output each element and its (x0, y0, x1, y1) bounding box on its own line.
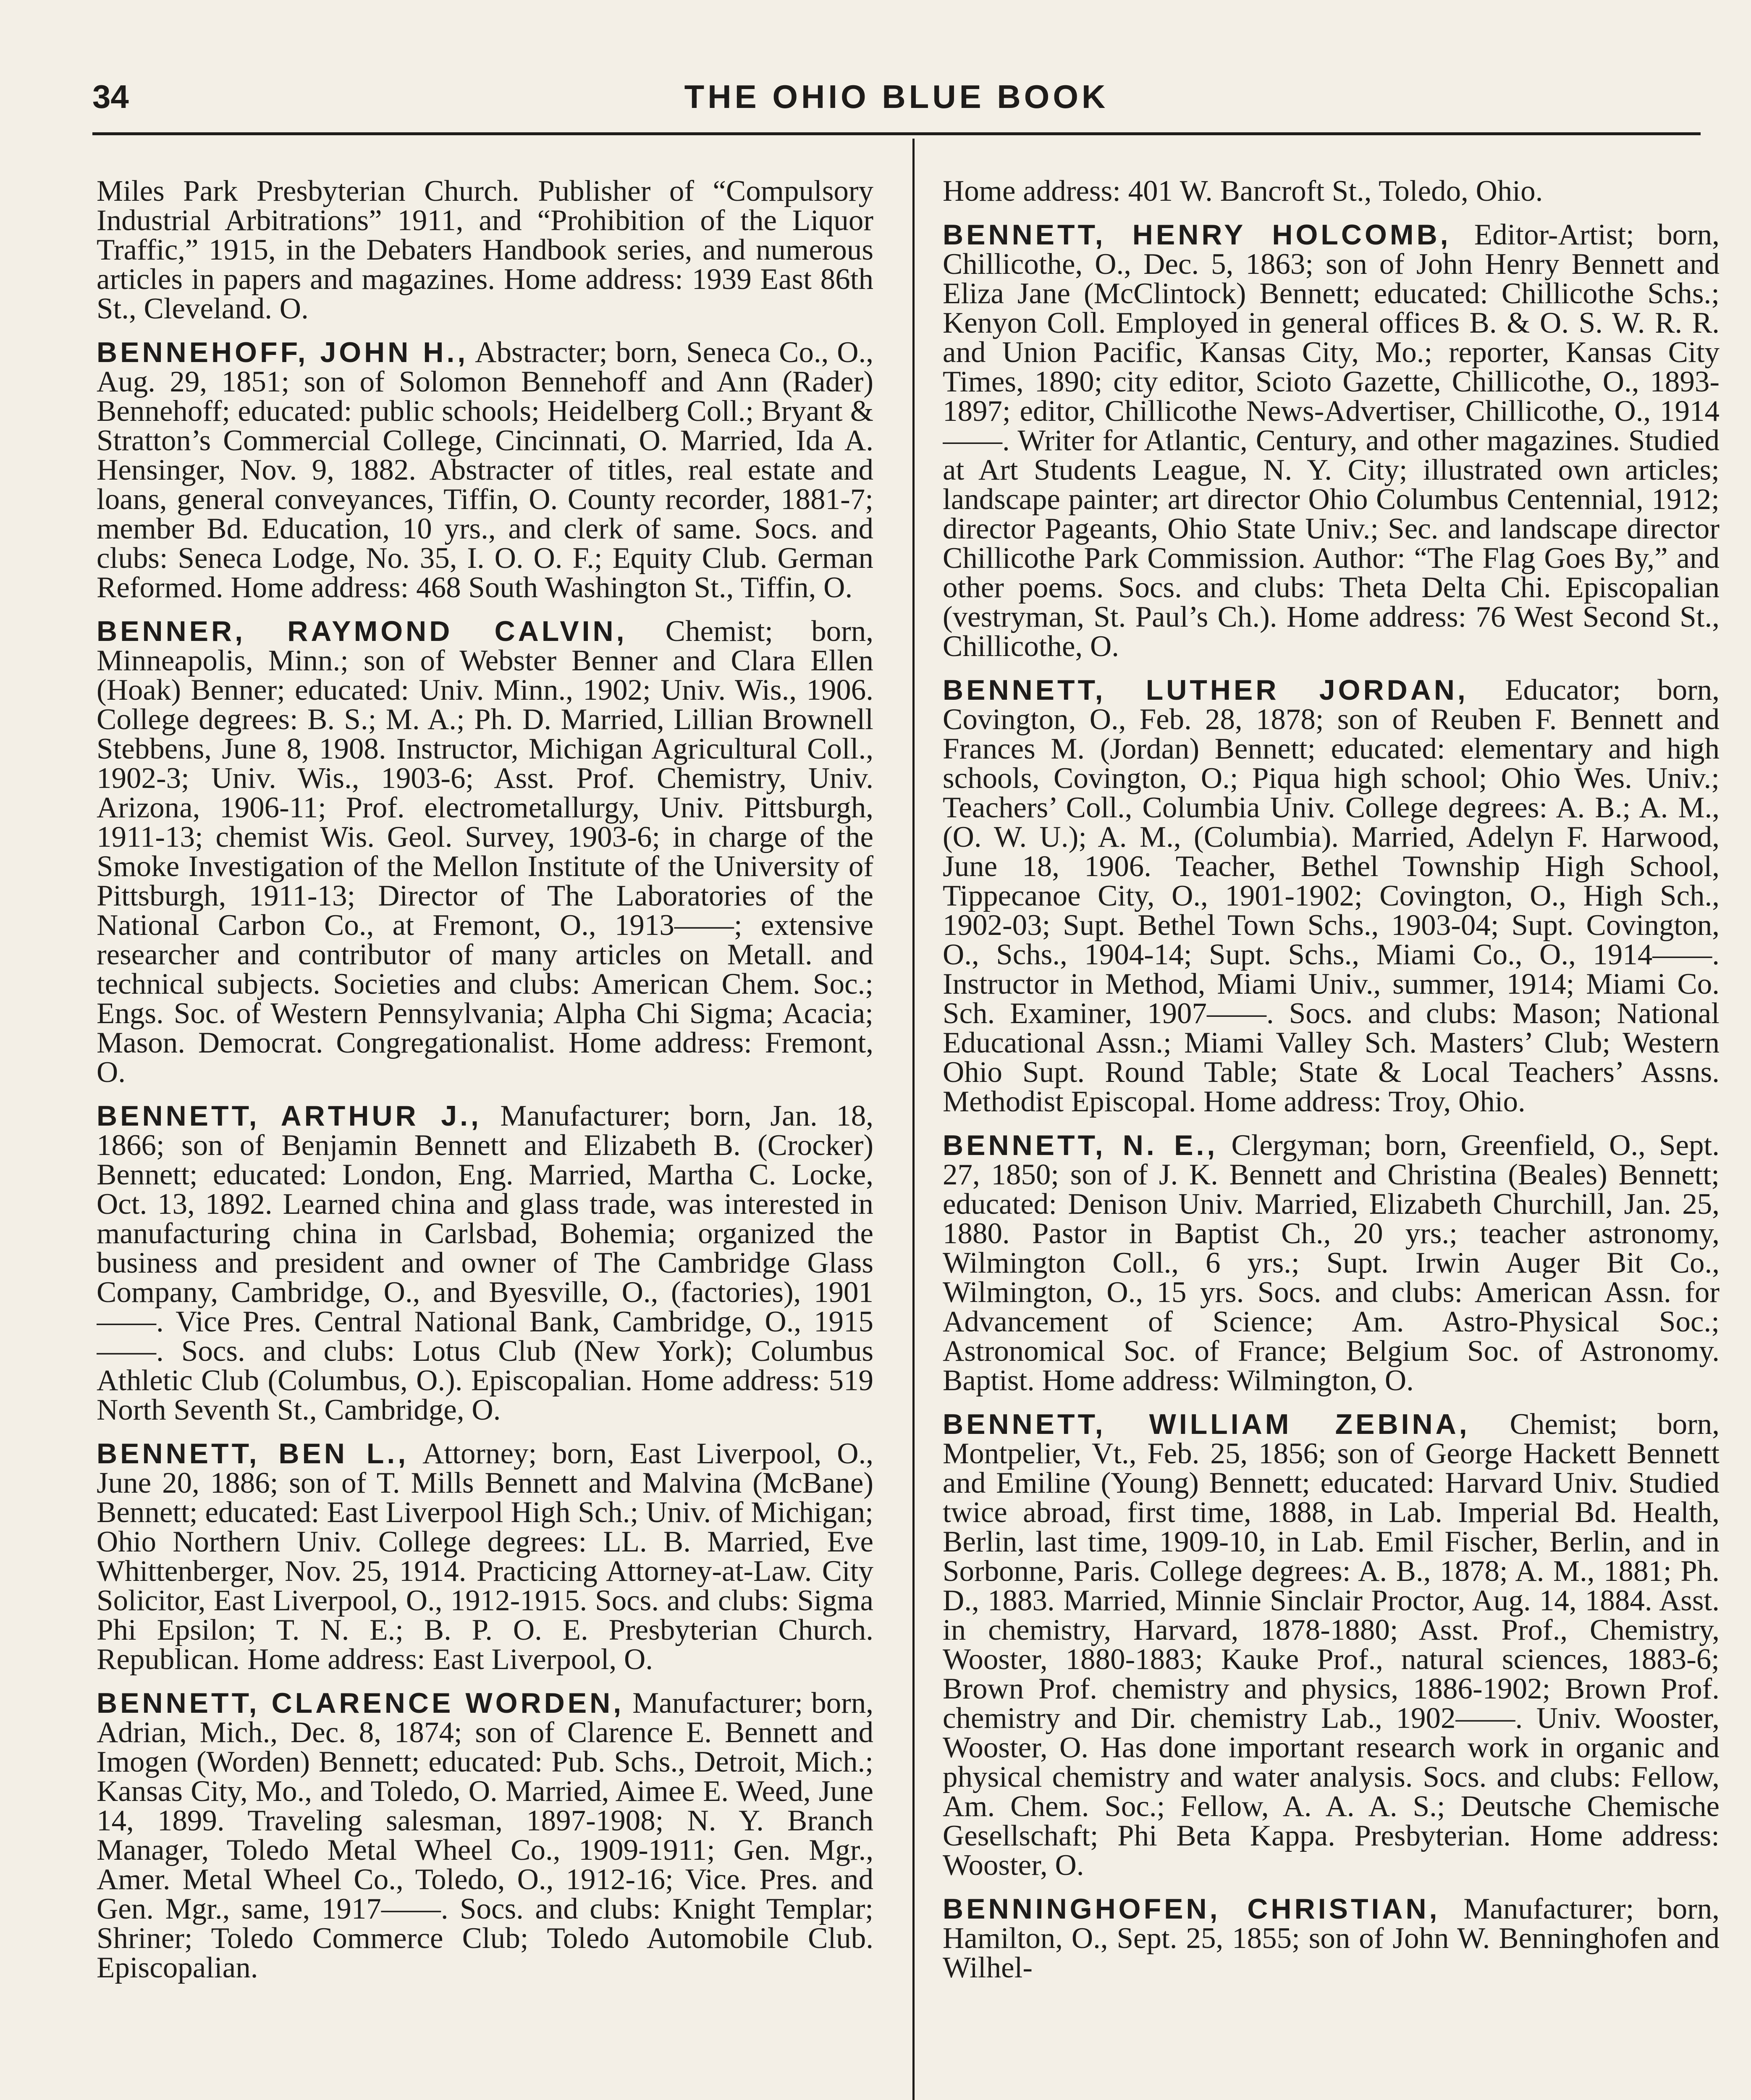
entry-name: BENNEHOFF, JOHN H., (97, 336, 469, 368)
entry-name: BENNER, RAYMOND CALVIN, (97, 615, 627, 647)
entry-text: Chemist; born, Minneapolis, Minn.; son of Webster Benner and Clara Ellen (Hoak) Benner; educated: Univ. Minn., 1902; Univ. Wis., 1906. College degrees: B. S.; M. A.; Ph. D. Married, Lillian Brownell Stebbens, June 8, 1908. Instructor, Michigan Agricultural Coll., 1902-3; Univ. Wis., 1903-6; Asst. Prof. Chemistry, Univ. Arizona, 1906-11; Prof. electrometallurgy, Univ. Pittsburgh, 1911-13; chemist Wis. Geol. Survey, 1903-6; in charge of the Smoke Investigation of the Mellon Institute of the University of Pittsburgh, 1911-13; Director of The Laboratories of the National Carbon Co., at Fremont, O., 1913——; extensive researcher and contributor of many articles on Metall. and technical subjects. Societies and clubs: American Chem. Soc.; Engs. Soc. of Western Pennsylvania; Alpha Chi Sigma; Acacia; Mason. Democrat. Congregationalist. Home address: Fremont, O. (97, 615, 873, 1089)
column-divider (912, 139, 915, 2100)
entry-text: Manufacturer; born, Adrian, Mich., Dec. 8, 1874; son of Clarence E. Bennett and Imogen (Worden) Bennett; educated: Pub. Schs., Detroit, Mich.; Kansas City, Mo., and Toledo, O. Married, Aimee E. Weed, June 14, 1899. Traveling salesman, 1897-1908; N. Y. Branch Manager, Toledo Metal Wheel Co., 1909-1911; Gen. Mgr., Amer. Metal Wheel Co., Toledo, O., 1912-16; Vice. Pres. and Gen. Mgr., same, 1917——. Socs. and clubs: Knight Templar; Shriner; Toledo Commerce Club; Toledo Automobile Club. Episcopalian. (97, 1687, 873, 1984)
entry-benninghofen-christian (943, 1894, 1720, 1982)
entry-text: Home address: 401 W. Bancroft St., Toledo, Ohio. (943, 176, 1543, 207)
entry-bennett-ben (97, 1439, 873, 1674)
entry-bennett-arthur (97, 1101, 873, 1425)
entry-text: Manufacturer; born, Hamilton, O., Sept. 25, 1855; son of John W. Benninghofen and Wilhel- (943, 1893, 1720, 1984)
entry-name: BENNETT, CLARENCE WORDEN, (97, 1687, 624, 1719)
entry-bennett-luther (943, 675, 1720, 1116)
entry-continuation (97, 176, 873, 323)
entry-name: BENNETT, ARTHUR J., (97, 1100, 482, 1132)
entry-text: Chemist; born, Montpelier, Vt., Feb. 25, 1856; son of George Hackett Bennett and Emiline (Young) Bennett; educated: Harvard Univ. Studied twice abroad, first time, 1888, in Lab. Imperial Bd. Health, Berlin, last time, 1909-10, in Lab. Emil Fischer, Berlin, and in Sorbonne, Paris. College degrees: A. B., 1878; A. M., 1881; Ph. D., 1883. Married, Minnie Sinclair Proctor, Aug. 14, 1884. Asst. in chemistry, Harvard, 1878-1880; Asst. Prof., Chemistry, Wooster, 1880-1883; Kauke Prof., natural sciences, 1883-6; Brown Prof. chemistry and physics, 1886-1902; Brown Prof. chemistry and Dir. chemistry Lab., 1902——. Univ. Wooster, Wooster, O. Has done important research work in organic and physical chemistry and water analysis. Socs. and clubs: Fellow, Am. Chem. Soc.; Fellow, A. A. A. S.; Deutsche Chemische Gesellschaft; Phi Beta Kappa. Presbyterian. Home address: Wooster, O. (943, 1408, 1720, 1882)
entry-name: BENNETT, BEN L., (97, 1438, 409, 1470)
entry-benner-raymond (97, 617, 873, 1087)
entry-text: Educator; born, Covington, O., Feb. 28, 1878; son of Reuben F. Bennett and Frances M. (Jordan) Bennett; educated: elementary and high schools, Covington, O.; Piqua high school; Ohio Wes. Univ.; Teachers’ Coll., Columbia Univ. College degrees: A. B.; A. M., (O. W. U.); A. M., (Columbia). Married, Adelyn F. Harwood, June 18, 1906. Teacher, Bethel Township High School, Tippecanoe City, O., 1901-1902; Covington, O., High Sch., 1902-03; Supt. Bethel Town Schs., 1903-04; Supt. Covington, O., Schs., 1904-14; Supt. Schs., Miami Co., O., 1914——. Instructor in Method, Miami Univ., summer, 1914; Miami Co. Sch. Examiner, 1907——. Socs. and clubs: Mason; National Educational Assn.; Miami Valley Sch. Masters’ Club; Western Ohio Supt. Round Table; State & Local Teachers’ Assns. Methodist Episcopal. Home address: Troy, Ohio. (943, 674, 1720, 1118)
header-rule (92, 132, 1701, 135)
entry-text: Attorney; born, East Liverpool, O., June 20, 1886; son of T. Mills Bennett and Malvina (McBane) Bennett; educated: East Liverpool High Sch.; Univ. of Michigan; Ohio Northern Univ. College degrees: LL. B. Married, Eve Whittenberger, Nov. 25, 1914. Practicing Attorney-at-Law. City Solicitor, East Liverpool, O., 1912-1915. Socs. and clubs: Sigma Phi Epsilon; T. N. E.; B. P. O. E. Presbyterian Church. Republican. Home address: East Liverpool, O. (97, 1437, 873, 1676)
entry-bennett-clarence (97, 1688, 873, 1982)
left-column (97, 176, 873, 2100)
entry-text: Miles Park Presbyterian Church. Publisher of “Compulsory Industrial Arbitrations” 1911, and “Prohibition of the Liquor Traffic,” 1915, in the Debaters Handbook series, and numerous articles in papers and magazines. Home address: 1939 East 86th St., Cleveland. O. (97, 176, 873, 325)
entry-name: BENNETT, WILLIAM ZEBINA, (943, 1408, 1470, 1440)
running-title: THE OHIO BLUE BOOK (684, 78, 1109, 115)
entry-name: BENNETT, LUTHER JORDAN, (943, 674, 1468, 706)
entry-bennehoff-john (97, 338, 873, 602)
entry-text: Editor-Artist; born, Chillicothe, O., Dec. 5, 1863; son of John Henry Bennett and Eliza Jane (McClintock) Bennett; educated: Chillicothe Schs.; Kenyon Coll. Employed in general offices B. & O. S. W. R. R. and Union Pacific, Kansas City, Mo.; reporter, Kansas City Times, 1890; city editor, Scioto Gazette, Chillicothe, O., 1893-1897; editor, Chillicothe News-Advertiser, Chillicothe, O., 1914——. Writer for Atlantic, Century, and other magazines. Studied at Art Students League, N. Y. City; illustrated own articles; landscape painter; art director Ohio Columbus Centennial, 1912; director Pageants, Ohio State Univ.; Sec. and landscape director Chillicothe Park Commission. Author: “The Flag Goes By,” and other poems. Socs. and clubs: Theta Delta Chi. Episcopalian (vestryman, St. Paul’s Ch.). Home address: 76 West Second St., Chillicothe, O. (943, 218, 1720, 663)
entry-bennett-william (943, 1410, 1720, 1880)
entry-name: BENNETT, N. E., (943, 1129, 1218, 1161)
page-header (92, 74, 1701, 120)
entry-text: Abstracter; born, Seneca Co., O., Aug. 29, 1851; son of Solomon Bennehoff and Ann (Rader) Bennehoff; educated: public schools; Heidelberg Coll.; Bryant & Stratton’s Commercial College, Cincinnati, O. Married, Ida A. Hensinger, Nov. 9, 1882. Abstracter of titles, real estate and loans, general conveyances, Tiffin, O. County recorder, 1881-7; member Bd. Education, 10 yrs., and clerk of same. Socs. and clubs: Seneca Lodge, No. 35, I. O. O. F.; Equity Club. German Reformed. Home address: 468 South Washington St., Tiffin, O. (97, 336, 873, 604)
entry-name: BENNINGHOFEN, CHRISTIAN, (943, 1893, 1440, 1925)
page-number: 34 (92, 78, 129, 115)
entry-bennett-henry (943, 220, 1720, 661)
entry-bennett-n-e (943, 1131, 1720, 1395)
right-column (943, 176, 1720, 2100)
entry-name: BENNETT, HENRY HOLCOMB, (943, 219, 1451, 251)
entry-text: Clergyman; born, Greenfield, O., Sept. 27, 1850; son of J. K. Bennett and Christina (Beales) Bennett; educated: Denison Univ. Married, Elizabeth Churchill, Jan. 25, 1880. Pastor in Baptist Ch., 20 yrs.; teacher astronomy, Wilmington Coll., 6 yrs.; Supt. Irwin Auger Bit Co., Wilmington, O., 15 yrs. Socs. and clubs: American Assn. for Advancement of Science; Am. Astro-Physical Soc.; Astronomical Soc. of France; Belgium Soc. of Astronomy. Baptist. Home address: Wilmington, O. (943, 1129, 1720, 1397)
entry-text: Manufacturer; born, Jan. 18, 1866; son of Benjamin Bennett and Elizabeth B. (Crocker) Bennett; educated: London, Eng. Married, Martha C. Locke, Oct. 13, 1892. Learned china and glass trade, was interested in manufacturing china in Carlsbad, Bohemia; organized the business and president and owner of The Cambridge Glass Company, Cambridge, O., and Byesville, O., (factories), 1901——. Vice Pres. Central National Bank, Cambridge, O., 1915——. Socs. and clubs: Lotus Club (New York); Columbus Athletic Club (Columbus, O.). Episcopalian. Home address: 519 North Seventh St., Cambridge, O. (97, 1100, 873, 1426)
entry-continuation (943, 176, 1720, 206)
